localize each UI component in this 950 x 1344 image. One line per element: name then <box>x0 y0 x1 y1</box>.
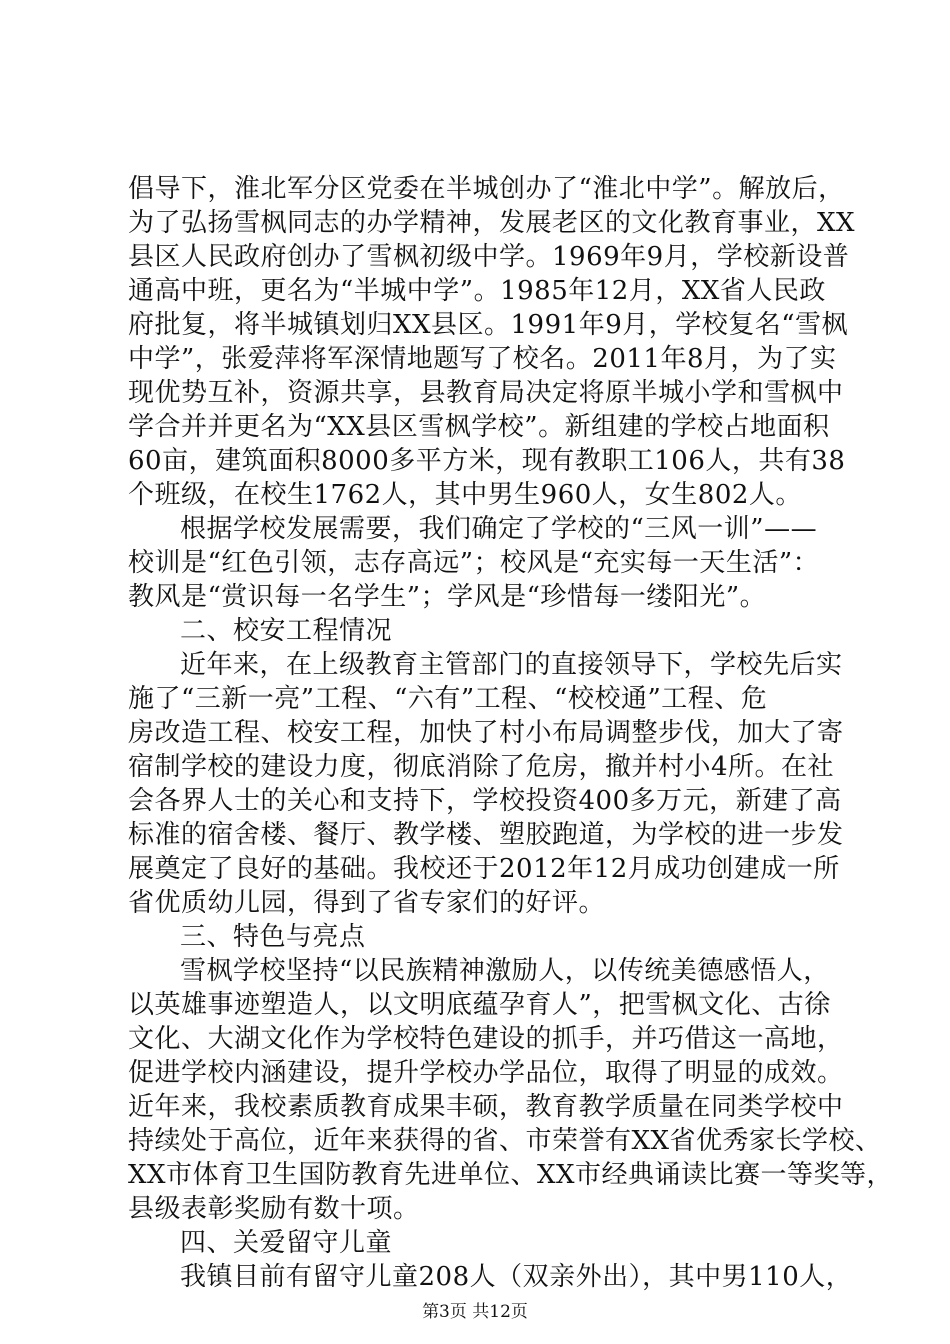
text-line: 近年来，在上级教育主管部门的直接领导下，学校先后实 <box>180 650 843 680</box>
text-line: 宿制学校的建设力度，彻底消除了危房，撤并村小4所。在社 <box>128 752 835 782</box>
text-line: 文化、大湖文化作为学校特色建设的抓手，并巧借这一高地， <box>128 1024 844 1054</box>
text-line: 校训是“红色引领，志存高远”；校风是“充实每一天生活”： <box>128 548 820 578</box>
text-line: 县区人民政府创办了雪枫初级中学。1969年9月，学校新设普 <box>128 242 850 272</box>
text-line: 促进学校内涵建设，提升学校办学品位，取得了明显的成效。 <box>128 1058 844 1088</box>
text-line: 施了“三新一亮”工程、“六有”工程、“校校通”工程、危 <box>128 684 768 714</box>
text-line: 通高中班，更名为“半城中学”。1985年12月，XX省人民政 <box>128 276 826 306</box>
text-line: 雪枫学校坚持“以民族精神激励人，以传统美德感悟人， <box>180 956 830 986</box>
text-line: 会各界人士的关心和支持下，学校投资400多万元，新建了高 <box>128 786 842 816</box>
text-line: 根据学校发展需要，我们确定了学校的“三风一训”—— <box>180 514 818 544</box>
text-line: 60亩，建筑面积8000多平方米，现有教职工106人，共有38 <box>128 446 846 476</box>
text-line: 省优质幼儿园，得到了省专家们的好评。 <box>128 888 606 918</box>
section-heading: 四、关爱留守儿童 <box>180 1228 393 1258</box>
text-line: 个班级，在校生1762人，其中男生960人，女生802人。 <box>128 480 802 510</box>
section-heading: 二、校安工程情况 <box>180 616 393 646</box>
text-line: 现优势互补，资源共享，县教育局决定将原半城小学和雪枫中 <box>128 378 844 408</box>
text-line: 县级表彰奖励有数十项。 <box>128 1194 420 1224</box>
text-line: 持续处于高位，近年来获得的省、市荣誉有XX省优秀家长学校、 <box>128 1126 882 1156</box>
text-line: 教风是“赏识每一名学生”；学风是“珍惜每一缕阳光”。 <box>128 582 767 612</box>
text-line: 中学”，张爱萍将军深情地题写了校名。2011年8月，为了实 <box>128 344 837 374</box>
text-line: 我镇目前有留守儿童208人（双亲外出），其中男110人， <box>180 1262 853 1292</box>
text-line: 近年来，我校素质教育成果丰硕，教育教学质量在同类学校中 <box>128 1092 844 1122</box>
text-line: 学合并并更名为“XX县区雪枫学校”。新组建的学校占地面积 <box>128 412 830 442</box>
text-line: 以英雄事迹塑造人，以文明底蕴孕育人”，把雪枫文化、古徐 <box>128 990 831 1020</box>
text-line: 房改造工程、校安工程，加快了村小布局调整步伐，加大了寄 <box>128 718 844 748</box>
page-footer: 第3页 共12页 <box>422 1302 528 1322</box>
text-line: 为了弘扬雪枫同志的办学精神，发展老区的文化教育事业，XX <box>128 208 856 238</box>
text-line: XX市体育卫生国防教育先进单位、XX市经典诵读比赛一等奖等， <box>128 1160 894 1190</box>
section-heading: 三、特色与亮点 <box>180 922 366 952</box>
text-line: 展奠定了良好的基础。我校还于2012年12月成功创建成一所 <box>128 854 840 884</box>
text-line: 标准的宿舍楼、餐厅、教学楼、塑胶跑道，为学校的进一步发 <box>128 820 844 850</box>
text-line: 府批复，将半城镇划归XX县区。1991年9月，学校复名“雪枫 <box>128 310 849 340</box>
text-line: 倡导下，淮北军分区党委在半城创办了“淮北中学”。解放后， <box>128 174 845 204</box>
